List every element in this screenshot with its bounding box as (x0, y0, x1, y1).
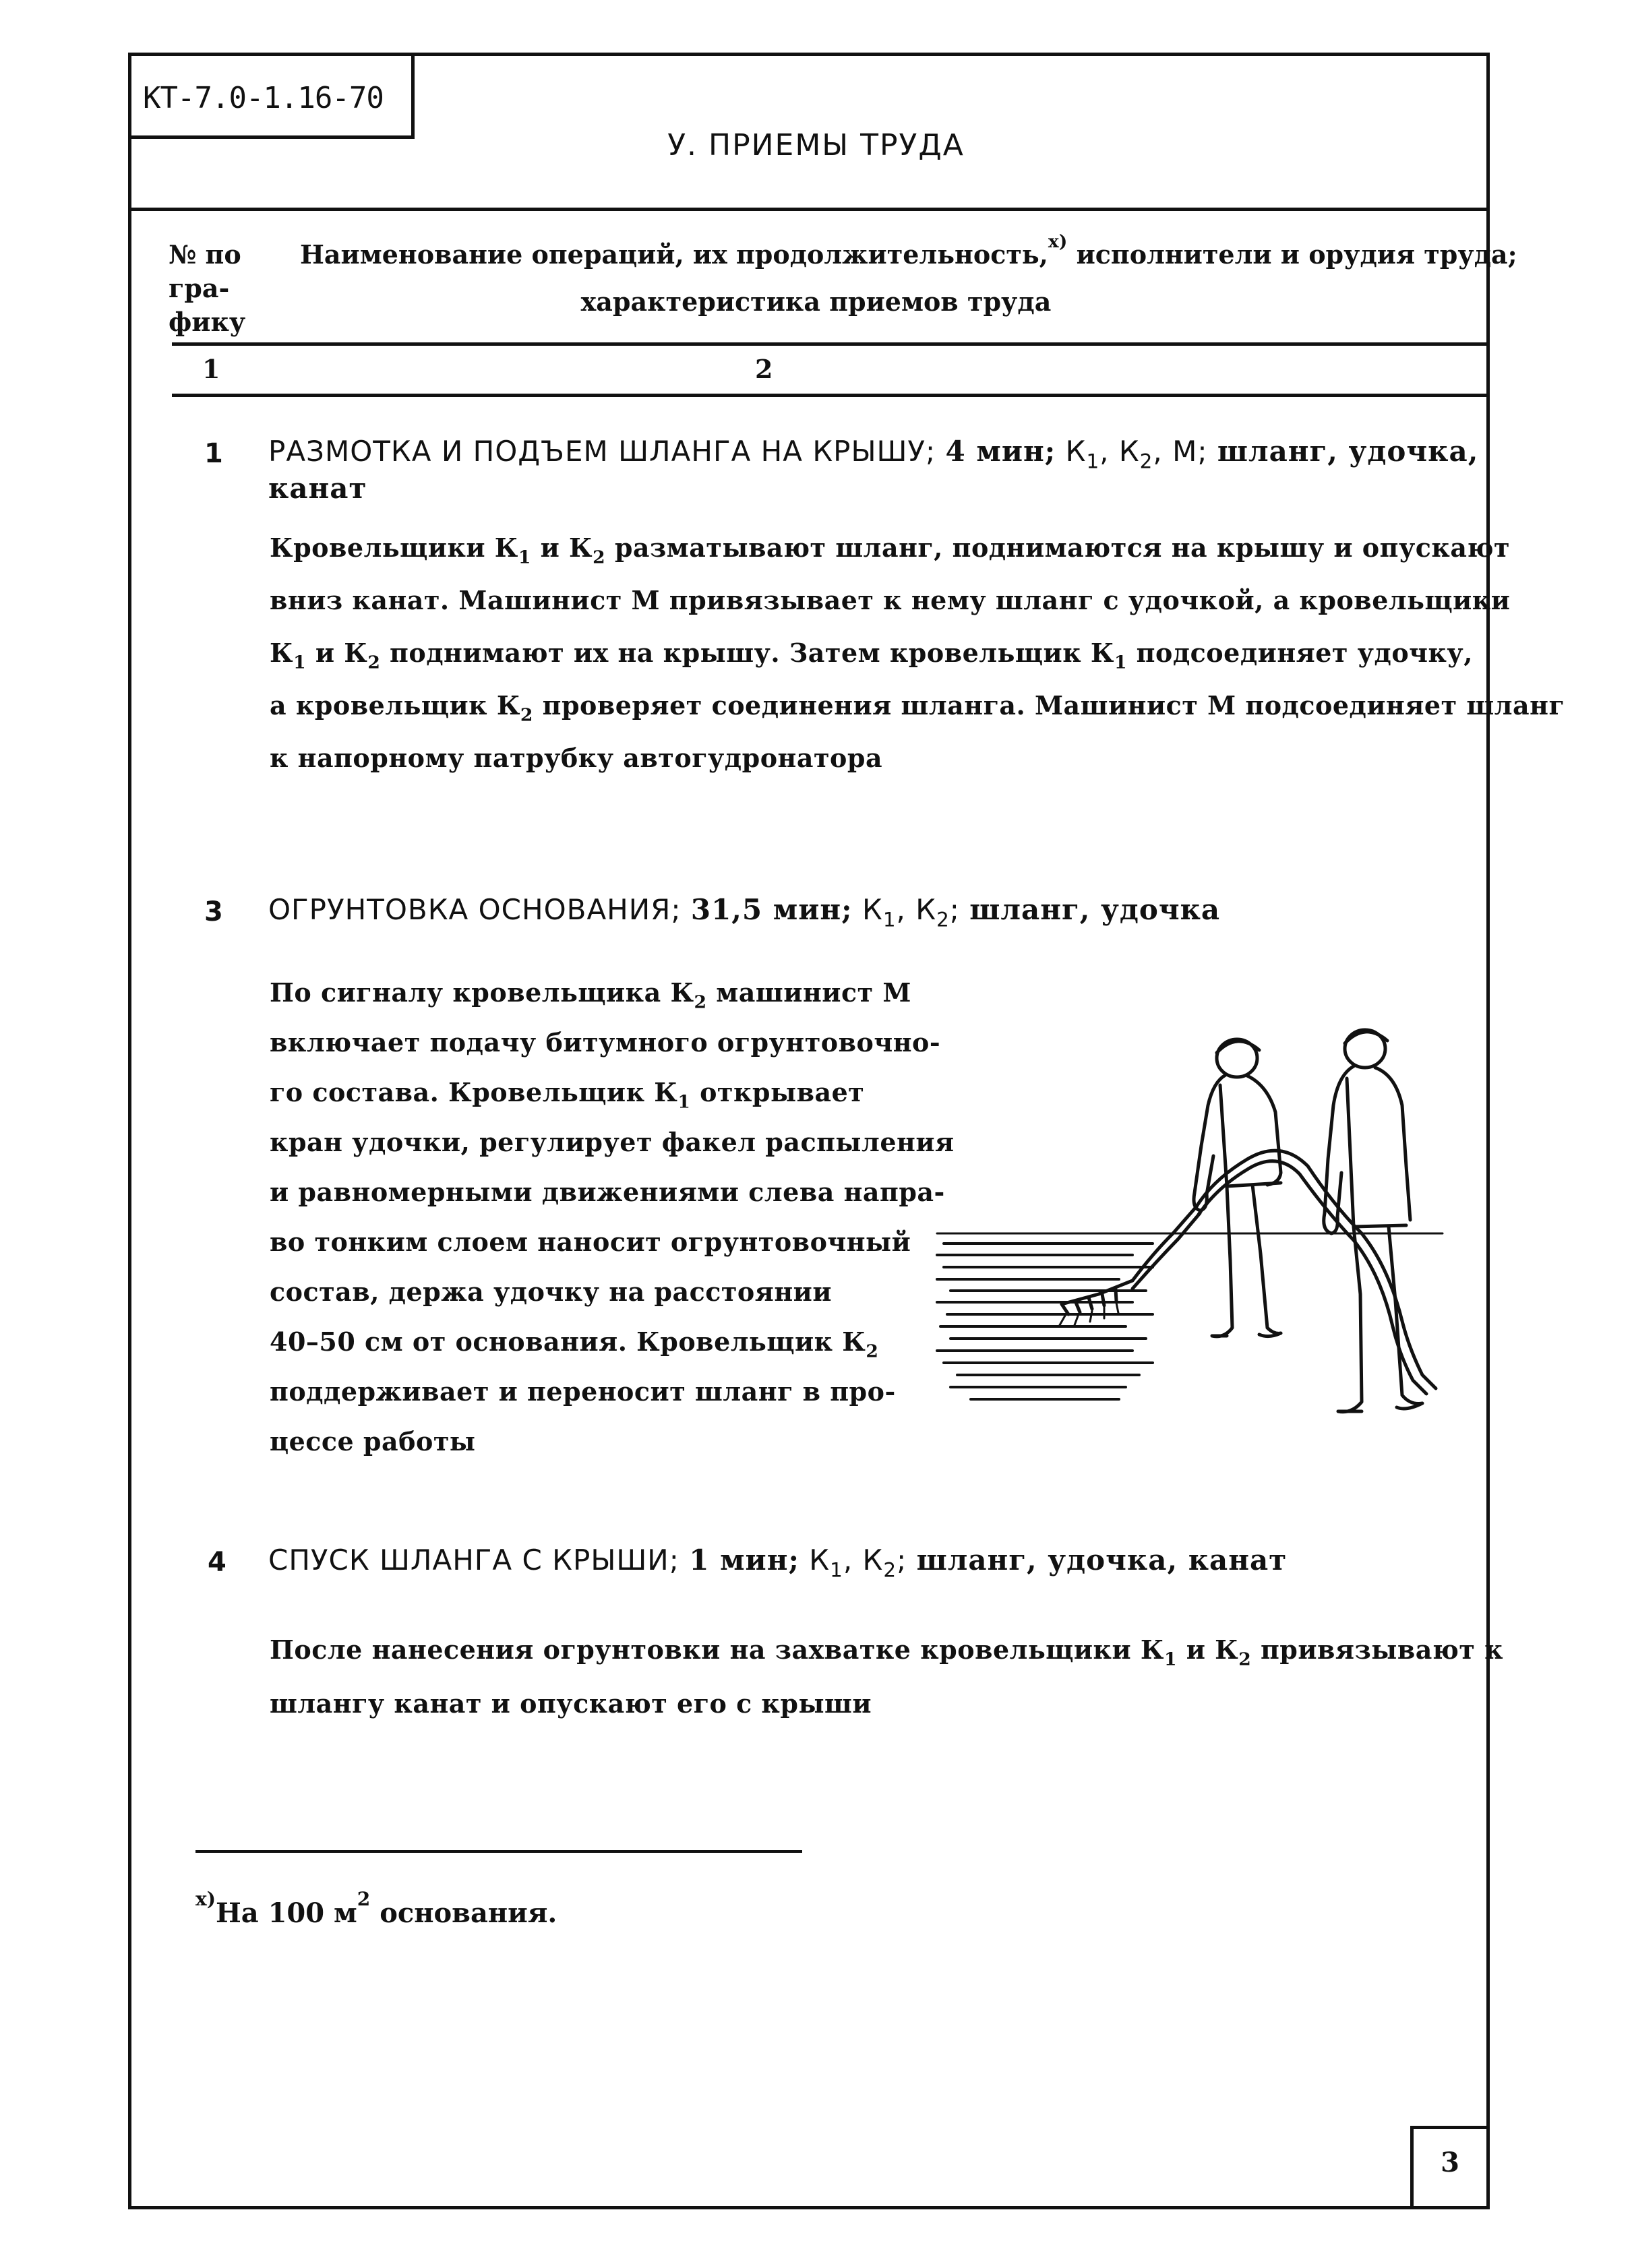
footnote-mark: x) (1048, 231, 1068, 253)
footnote-text-b: основания. (380, 1897, 557, 1929)
footnote-sup: 2 (357, 1887, 371, 1910)
footnote-text-a: На 100 м (215, 1897, 357, 1929)
footnote (195, 1887, 557, 1929)
col1-header-line2: гра- (169, 273, 230, 303)
col2-header-line2: характеристика приемов труда (580, 286, 1052, 317)
document-code: КТ-7.0-1.16-70 (143, 81, 384, 115)
footnote-marker: x) (195, 1887, 216, 1910)
col-number-1: 1 (202, 354, 220, 384)
footnote-rule (195, 1850, 802, 1853)
roofers-priming-illustration (930, 1011, 1470, 1429)
operation-4-number: 4 (208, 1547, 226, 1578)
operation-3-number: 3 (204, 896, 223, 927)
operation-1-number: 1 (204, 438, 223, 469)
col1-header-line1: № по (169, 239, 241, 270)
col2-header-part-b: исполнители и орудия труда; (1076, 239, 1517, 270)
header-top-rule (128, 208, 1490, 211)
col2-header-part-a: Наименование операций, их продолжительность, (300, 239, 1048, 270)
col-number-2: 2 (755, 354, 773, 384)
col2-header-line1 (300, 231, 1517, 270)
section-title: У. ПРИЕМЫ ТРУДА (667, 128, 965, 162)
header-bottom-rule (172, 394, 1490, 397)
col1-header-line3: фику (169, 307, 246, 337)
page-number: 3 (1441, 2147, 1459, 2178)
header-mid-rule (172, 342, 1490, 346)
